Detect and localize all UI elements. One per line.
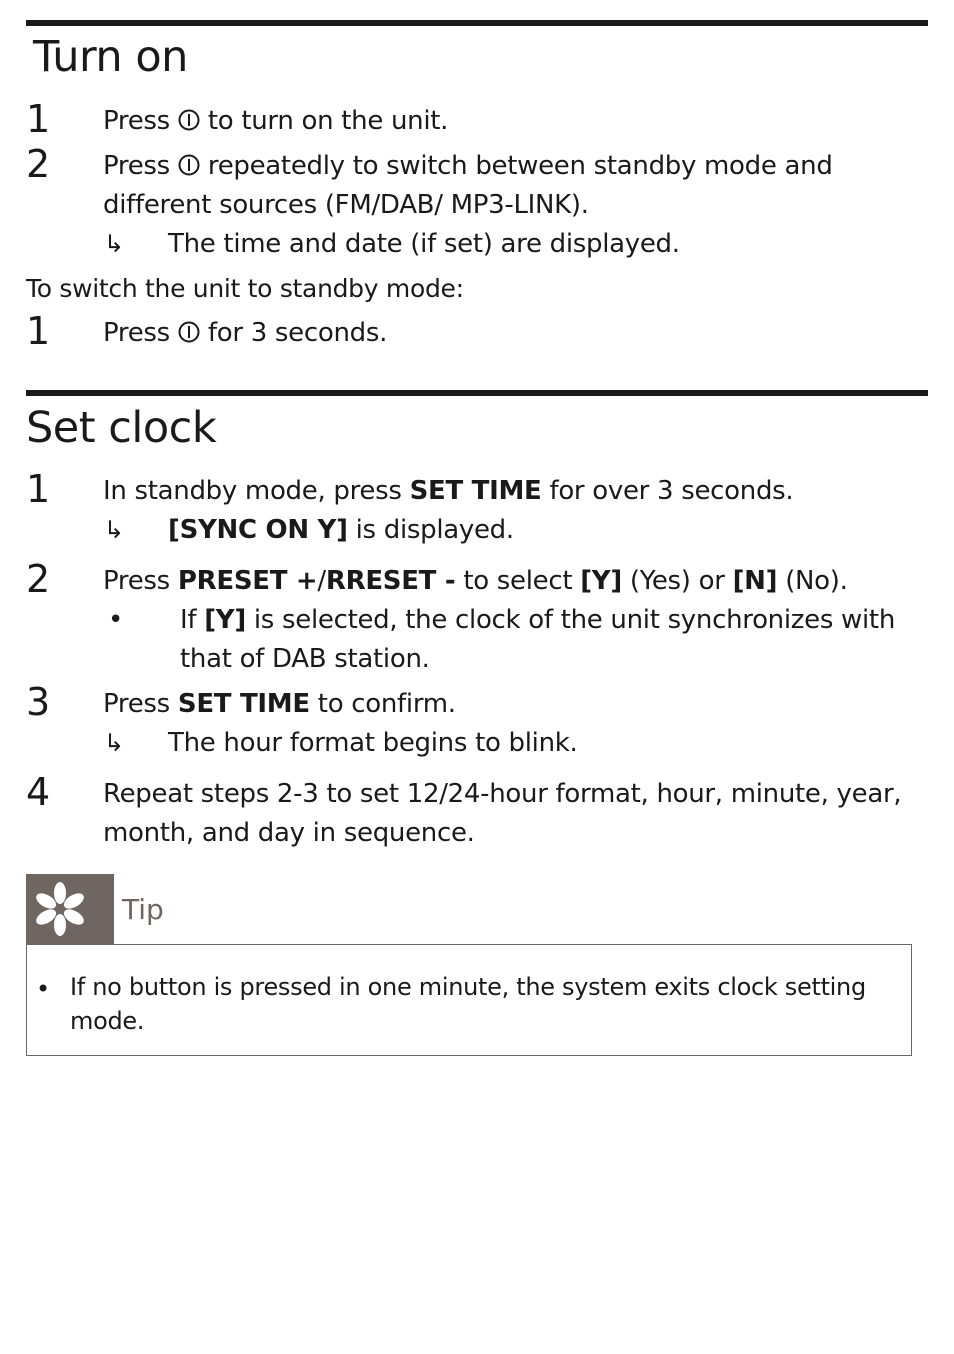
- bullet-icon: •: [108, 605, 124, 635]
- step-text-mid: to select: [463, 566, 573, 596]
- heading-set-clock: Set clock: [26, 403, 217, 453]
- step-number: 1: [26, 309, 51, 353]
- tip-badge: [26, 874, 114, 944]
- step-text-line2: different sources (FM/DAB/ MP3-LINK).: [103, 190, 589, 220]
- step-number: 2: [26, 557, 51, 601]
- option-no-label: (No).: [785, 566, 848, 596]
- step-text-post: repeatedly to switch between standby mode and: [207, 151, 833, 181]
- display-text: [SYNC ON Y]: [168, 515, 348, 545]
- step-number: 1: [26, 97, 51, 141]
- result-arrow-icon: ↳: [104, 516, 125, 544]
- step-text: [103, 147, 833, 186]
- tip-label: Tip: [122, 893, 164, 926]
- step-text: [103, 562, 848, 601]
- step-text-line2: month, and day in sequence.: [103, 818, 475, 848]
- section-rule-set-clock: [26, 390, 928, 396]
- step-text-pre: Press: [103, 318, 170, 348]
- step-text-pre: Press: [103, 689, 170, 719]
- result-text: The hour format begins to blink.: [168, 728, 578, 758]
- step-text: [103, 685, 456, 724]
- separator: /: [317, 566, 326, 596]
- step-text: [103, 314, 387, 353]
- step-text-pre: Press: [103, 566, 170, 596]
- step-number: 3: [26, 680, 51, 724]
- result-text-post: is displayed.: [355, 515, 514, 545]
- button-name: RRESET -: [325, 566, 456, 596]
- button-name: PRESET +: [177, 566, 318, 596]
- result-arrow-icon: ↳: [104, 230, 125, 258]
- step-text-post: for over 3 seconds.: [549, 476, 794, 506]
- result-text: The time and date (if set) are displayed.: [168, 229, 680, 259]
- step-number: 2: [26, 142, 51, 186]
- step-text: [103, 472, 793, 511]
- step-text-pre: In standby mode, press: [103, 476, 402, 506]
- button-name: SET TIME: [409, 476, 542, 506]
- tip-flower-icon: [26, 874, 114, 944]
- option-yes-label: (Yes) or: [629, 566, 725, 596]
- bullet-icon: •: [36, 975, 51, 1003]
- power-icon: [178, 154, 200, 176]
- step-number: 1: [26, 467, 51, 511]
- power-icon: [178, 109, 200, 131]
- step-text: Repeat steps 2-3 to set 12/24-hour format, hour, minute, year,: [103, 779, 902, 809]
- section-rule-turn-on: [26, 20, 928, 26]
- bullet-text-post: is selected, the clock of the unit synchronizes with: [253, 605, 895, 635]
- option-yes: [Y]: [204, 605, 246, 635]
- step-number: 4: [26, 770, 51, 814]
- result-arrow-icon: ↳: [104, 729, 125, 757]
- bullet-text-line2: that of DAB station.: [180, 644, 430, 674]
- step-text-post: for 3 seconds.: [207, 318, 388, 348]
- option-yes: [Y]: [580, 566, 622, 596]
- power-icon: [178, 321, 200, 343]
- step-text-pre: Press: [103, 106, 170, 136]
- subheading-standby: To switch the unit to standby mode:: [26, 274, 464, 303]
- bullet-text: [180, 601, 895, 640]
- step-text-post: to turn on the unit.: [207, 106, 449, 136]
- step-text-pre: Press: [103, 151, 170, 181]
- option-no: [N]: [732, 566, 778, 596]
- step-text: [103, 102, 448, 141]
- heading-turn-on: Turn on: [33, 32, 188, 82]
- step-text-post: to confirm.: [317, 689, 456, 719]
- button-name: SET TIME: [177, 689, 310, 719]
- tip-text: If no button is pressed in one minute, the system exits clock setting mode.: [70, 973, 866, 1035]
- result-text: [168, 511, 514, 550]
- bullet-text-pre: If: [180, 605, 197, 635]
